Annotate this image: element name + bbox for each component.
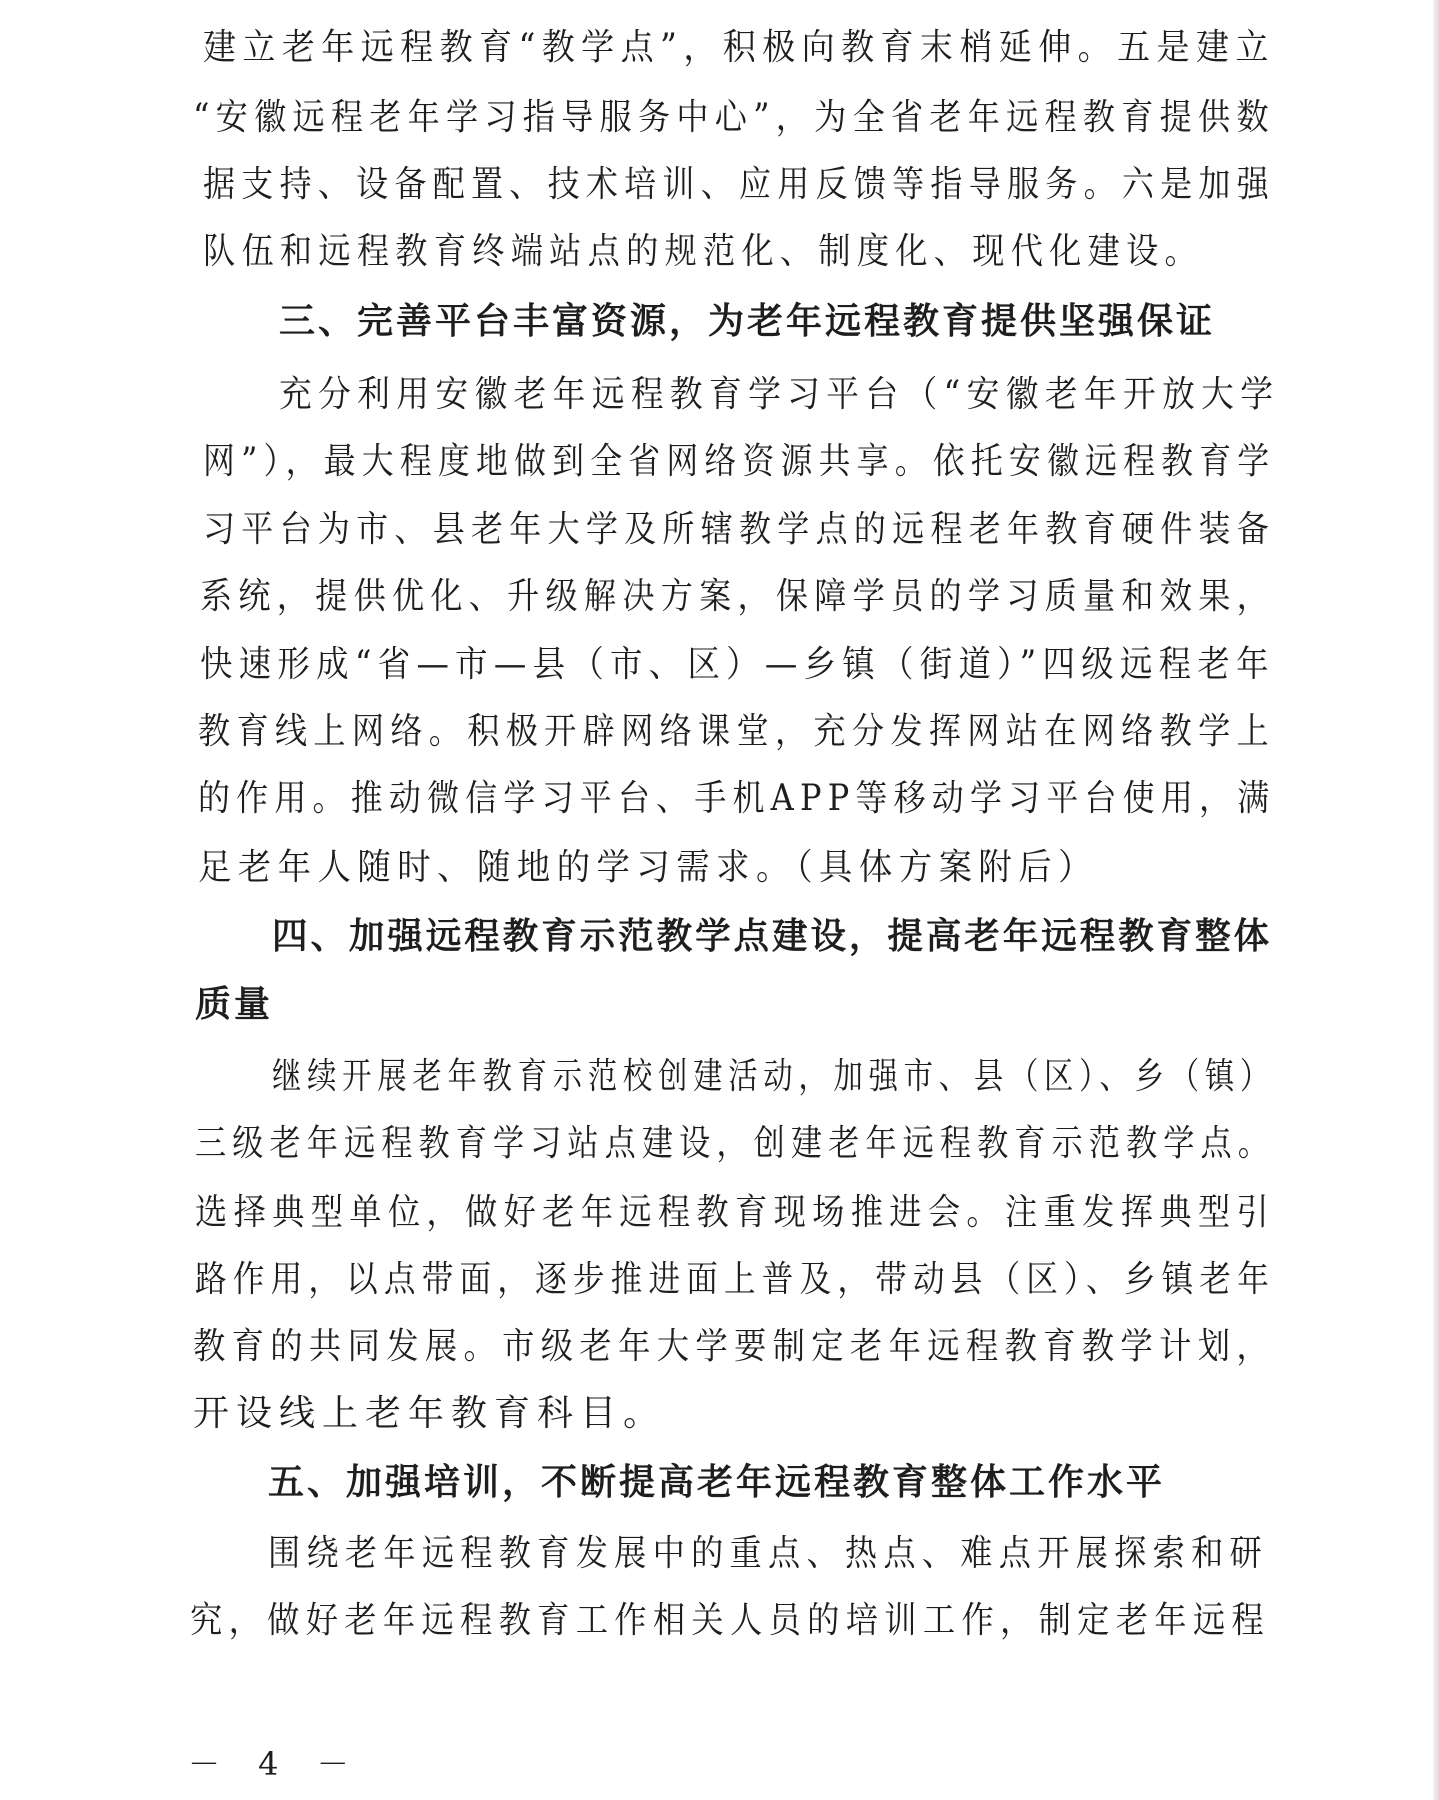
body-text-line: 据支持、设备配置、技术培训、应用反馈等指导服务。六是加强 <box>203 164 1276 205</box>
section-heading-4: 四、加强远程教育示范教学点建设，提高老年远程教育整体 <box>272 916 1273 957</box>
body-text-line: 习平台为市、县老年大学及所辖教学点的远程老年教育硬件装备 <box>203 509 1276 550</box>
body-text-line: 开设线上老年教育科目。 <box>193 1393 667 1434</box>
body-text-line: 围绕老年远程教育发展中的重点、热点、难点开展探索和研 <box>268 1533 1269 1574</box>
body-text-line: 教育的共同发展。市级老年大学要制定老年远程教育教学计划， <box>193 1326 1276 1367</box>
body-text-line: 快速形成“省—市—县（市、区）—乡镇（街道）”四级远程老年 <box>200 644 1275 685</box>
section-heading-3: 三、完善平台丰富资源，为老年远程教育提供坚强保证 <box>279 301 1216 342</box>
body-text-line: 继续开展老年教育示范校创建活动，加强市、县（区）、乡（镇） <box>272 1056 1276 1097</box>
page-number: － 4 － <box>188 1745 363 1783</box>
body-text-line: 选择典型单位，做好老年远程教育现场推进会。注重发挥典型引 <box>195 1192 1276 1233</box>
body-text-line: 系统，提供优化、升级解决方案，保障学员的学习质量和效果， <box>200 576 1276 617</box>
body-text-line: “安徽远程老年学习指导服务中心”，为全省老年远程教育提供数 <box>193 97 1275 138</box>
body-text-line: 网”），最大程度地做到全省网络资源共享。依托安徽远程教育学 <box>203 441 1276 482</box>
body-text-line: 究，做好老年远程教育工作相关人员的培训工作，制定老年远程 <box>190 1600 1271 1641</box>
body-text-line: 教育线上网络。积极开辟网络课堂，充分发挥网站在网络教学上 <box>198 711 1276 752</box>
section-heading-5: 五、加强培训，不断提高老年远程教育整体工作水平 <box>268 1462 1166 1503</box>
body-text-line: 路作用，以点带面，逐步推进面上普及，带动县（区）、乡镇老年 <box>195 1259 1276 1300</box>
body-text-line: 足老年人随时、随地的学习需求。（具体方案附后） <box>198 847 1099 888</box>
body-text-line: 三级老年远程教育学习站点建设，创建老年远程教育示范教学点。 <box>195 1123 1276 1164</box>
body-text-line: 充分利用安徽老年远程教育学习平台（“安徽老年开放大学 <box>279 374 1280 415</box>
body-text-line: 队伍和远程教育终端站点的规范化、制度化、现代化建设。 <box>203 231 1204 272</box>
body-text-line: 建立老年远程教育“教学点”，积极向教育末梢延伸。五是建立 <box>203 27 1275 68</box>
body-text-line: 的作用。推动微信学习平台、手机APP等移动学习平台使用，满 <box>198 778 1276 819</box>
section-heading-4-continued: 质量 <box>195 984 274 1025</box>
scan-edge <box>1433 0 1439 1800</box>
